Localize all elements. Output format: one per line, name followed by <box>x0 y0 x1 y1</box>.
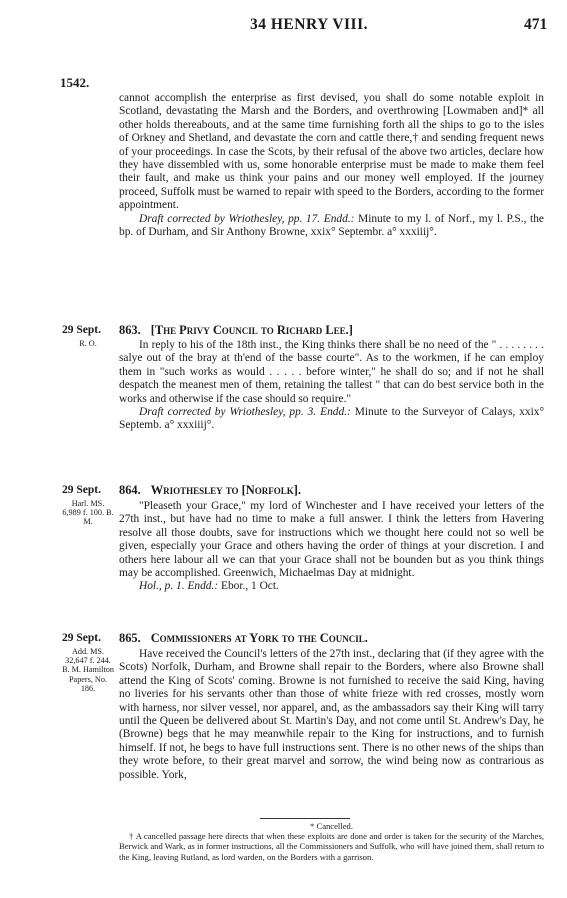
footnote-rule <box>260 818 350 819</box>
entry-number: 865. <box>119 631 141 645</box>
entry-864-date: 29 Sept. <box>62 484 101 496</box>
endd-label: Endd.: <box>320 406 351 419</box>
draft-note: Draft corrected by Wriothesley, pp. 3. <box>139 406 317 419</box>
entry-number: 863. <box>119 323 141 337</box>
entry-865-body <box>119 648 544 782</box>
entry-865-date: 29 Sept. <box>62 632 101 644</box>
entry-864-heading <box>119 483 549 498</box>
hol-note: Hol., p. 1. <box>139 580 185 593</box>
continuation-note <box>119 213 544 240</box>
year-label: 1542. <box>60 75 90 90</box>
continuation-paragraph: cannot accomplish the enterprise as first devised, you shall do some notable exploit in Scotland, devastating the Marsh and the Borders, and overthrowing [Lowmaben and]* all other holds thereabouts, and at the same time furnishing forth all the ships to go to the isles of Orkney and Shetland, and devastate the corn and cattle there,† and sending frequent news of your proceedings. In case the Scots, by their refusal of the above two articles, declare how they have dissembled with us, some honorable enterprise must be made to make them feel their fault, and make us think your pains and our money well employed. If the journey proceed, Suffolk must be warned to repair with speed to the Borders, according to the former appointment. <box>119 92 544 212</box>
page-number: 471 <box>524 16 548 33</box>
entry-865-source: Add. MS. 32,647 f. 244. B. M. Hamilton Papers, No. 186. <box>62 647 114 693</box>
entry-863-source: R. O. <box>79 339 97 348</box>
page-header <box>0 16 567 40</box>
entry-864-note <box>119 580 544 593</box>
entry-863-heading <box>119 323 549 338</box>
entry-title: Commissioners at York to the Council. <box>150 631 368 645</box>
endd-text: Ebor., 1 Oct. <box>220 580 279 593</box>
footnote-1: * Cancelled. <box>310 821 353 831</box>
entry-863-note <box>119 406 544 433</box>
footnotes <box>119 821 544 862</box>
endd-text: Minute to the Surveyor of Calays, xxix° Septemb. a° xxxiiij°. <box>119 406 544 432</box>
entry-863-body <box>119 339 544 433</box>
entry-864-body <box>119 500 544 594</box>
endd-text: Minute to my l. of Norf., my l. P.S., the bp. of Durham, and Sir Anthony Browne, xxix° Septembr. a° xxxiiij°. <box>119 212 544 239</box>
continuation-block <box>119 92 544 239</box>
footnote-2: † A cancelled passage here directs that when these exploits are done and order is taken for the security of the Marches, Berwick and Wark, as in former instructions, all the Commissioners and Suffolk, who will have joined them, shall return to the King, leaving Rutland, as lord warden, on the Borders with a garrison. <box>119 831 544 862</box>
entry-864-paragraph: "Pleaseth your Grace," my lord of Winchester and I have received your letters of the 27th inst., but have had no time to make a full answer. I think the letters from Havering resolve all those doubts, save for instructions which we thought here could not so well be given, especially your Grace and others having the order of things at your discretion. I and others here labour all we can that your Grace shall not be bounden but as you think things may be accomplished. Greenwich, Michaelmas Day at midnight. <box>119 500 544 580</box>
draft-note: Draft corrected by Wriothesley, pp. 17. <box>139 212 321 225</box>
endd-label: Endd.: <box>187 580 219 593</box>
entry-865-paragraph: Have received the Council's letters of the 27th inst., declaring that (if they agree with the Scots) Norfolk, Durham, and Browne shall repair to the Borders, where also Browne shall attend the King of Scots' coming. Browne is not furnished to receive the said King, having no liveries for his servants other than those of white frieze with red crosses, mostly worn with harness, nor silver vessel, nor apparel, and, as the ambassadors say their King will tarry until the Queen be delivered about St. Martin's Day, and not come until St. Andrew's Day, he (Browne) begs that he may meanwhile repair to the King for instructions, and to furnish himself. If not, he begs to have full instructions sent. There is no other news of the ships than they wrote before, to their great marvel and sorrow, the wind being now as contrarious as possible. York, <box>119 648 544 781</box>
entry-865-heading <box>119 631 549 646</box>
entry-title: Wriothesley to [Norfolk]. <box>150 483 301 497</box>
entry-863-date: 29 Sept. <box>62 324 101 336</box>
entry-number: 864. <box>119 483 141 497</box>
entry-title: [The Privy Council to Richard Lee.] <box>150 323 353 337</box>
running-title: 34 HENRY VIII. <box>250 16 368 33</box>
entry-864-source: Harl. MS. 6,989 f. 100. B. M. <box>62 499 114 527</box>
endd-label: Endd.: <box>323 212 355 225</box>
entry-863-paragraph: In reply to his of the 18th inst., the King thinks there shall be no need of the " . . . . . . . . salye out of the bray at th'end of the basse courte". As to the workmen, if he can employ them in "such works as would . . . . . before winter," he shall do so; and if not he shall despatch the meanest men of them, retaining the tallest " that can do best service both in the works and otherwise if the case should so require." <box>119 339 544 405</box>
